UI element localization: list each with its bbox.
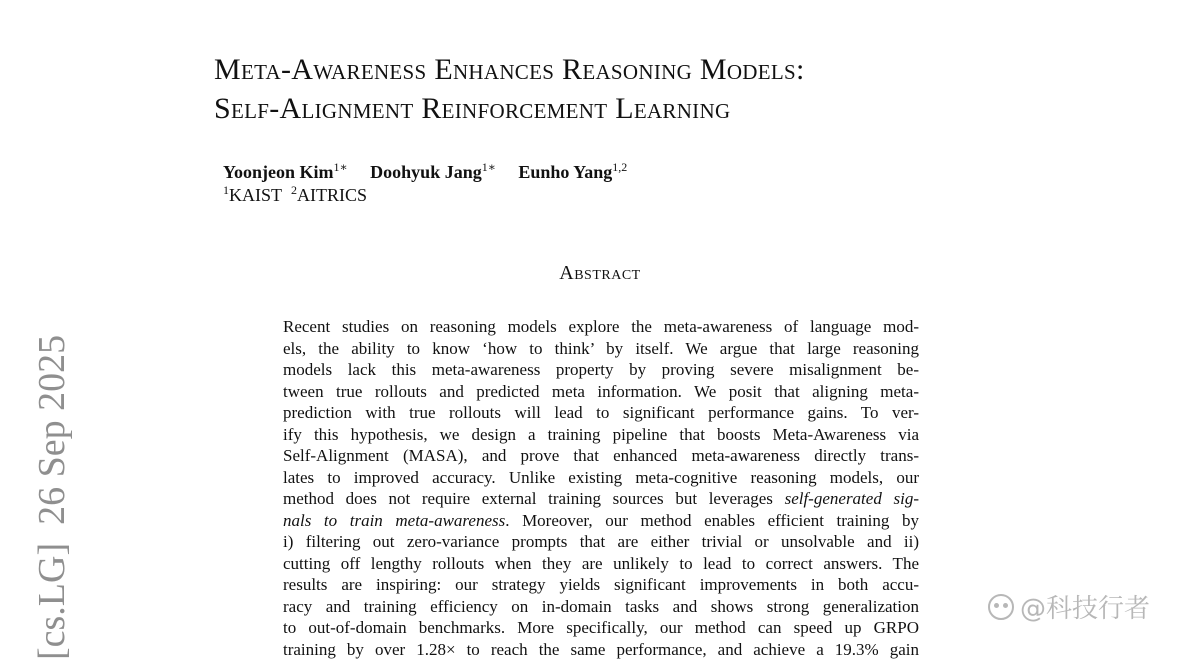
arxiv-side-stamp: [32, 317, 72, 660]
abstract-line: tween true rollouts and predicted meta information. We posit that aligning meta-: [283, 381, 919, 403]
abstract-line: i) filtering out zero-variance prompts that are either trivial or unsolvable and ii): [283, 531, 919, 553]
abstract-line: [283, 510, 919, 532]
abstract-line: results are inspiring: our strategy yields significant improvements in both accu-: [283, 574, 919, 596]
abstract-line: Self-Alignment (MASA), and prove that enhanced meta-awareness directly trans-: [283, 445, 919, 467]
abstract-body: [283, 316, 919, 660]
abstract-line: to out-of-domain benchmarks. More specifically, our method can speed up GRPO: [283, 617, 919, 639]
title-line-1: Meta-Awareness Enhances Reasoning Models:: [214, 50, 1034, 89]
author-name: Doohyuk Jang: [370, 162, 482, 182]
author: [223, 162, 348, 182]
watermark: [988, 588, 1150, 625]
arxiv-category: [cs.LG]: [31, 543, 73, 660]
paper-title: [214, 50, 1034, 128]
author-affil-mark: 1∗: [334, 160, 348, 174]
abstract-line: training by over 1.28× to reach the same performance, and achieve a 19.3% gain: [283, 639, 919, 660]
author-list: [223, 160, 645, 184]
author-name: Yoonjeon Kim: [223, 162, 334, 182]
author-name: Eunho Yang: [518, 162, 612, 182]
author-affil-mark: 1∗: [482, 160, 496, 174]
affiliation-name: AITRICS: [297, 185, 367, 205]
author: [518, 162, 627, 182]
abstract-emphasis: nals to train meta-awareness: [283, 511, 505, 530]
abstract-line: cutting off lengthy rollouts when they are unlikely to lead to correct answers. The: [283, 553, 919, 575]
abstract-text: method does not require external training sources but leverages: [283, 489, 785, 508]
abstract-heading: Abstract: [0, 262, 1200, 285]
abstract-emphasis: self-generated sig-: [785, 489, 919, 508]
affiliation-mark: 1: [223, 183, 229, 197]
abstract-line: [283, 488, 919, 510]
abstract-line: models lack this meta-awareness property by proving severe misalignment be-: [283, 359, 919, 381]
author: [370, 162, 496, 182]
author-affil-mark: 1,2: [612, 160, 627, 174]
abstract-line: lates to improved accuracy. Unlike existing meta-cognitive reasoning models, our: [283, 467, 919, 489]
abstract-text: . Moreover, our method enables efficient training by: [505, 511, 919, 530]
affiliation-mark: 2: [291, 183, 297, 197]
arxiv-date: 26 Sep 2025: [31, 335, 73, 525]
weibo-icon: [988, 594, 1014, 620]
abstract-line: prediction with true rollouts will lead to significant performance gains. To ver-: [283, 402, 919, 424]
affiliation-name: KAIST: [229, 185, 282, 205]
watermark-text: @科技行者: [1020, 588, 1150, 625]
abstract-line: Recent studies on reasoning models explore the meta-awareness of language mod-: [283, 316, 919, 338]
affiliation-list: [223, 184, 367, 206]
abstract-line: racy and training efficiency on in-domain tasks and shows strong generalization: [283, 596, 919, 618]
abstract-line: ify this hypothesis, we design a training pipeline that boosts Meta-Awareness via: [283, 424, 919, 446]
title-line-2: Self-Alignment Reinforcement Learning: [214, 89, 1034, 128]
abstract-line: els, the ability to know ‘how to think’ by itself. We argue that large reasoning: [283, 338, 919, 360]
